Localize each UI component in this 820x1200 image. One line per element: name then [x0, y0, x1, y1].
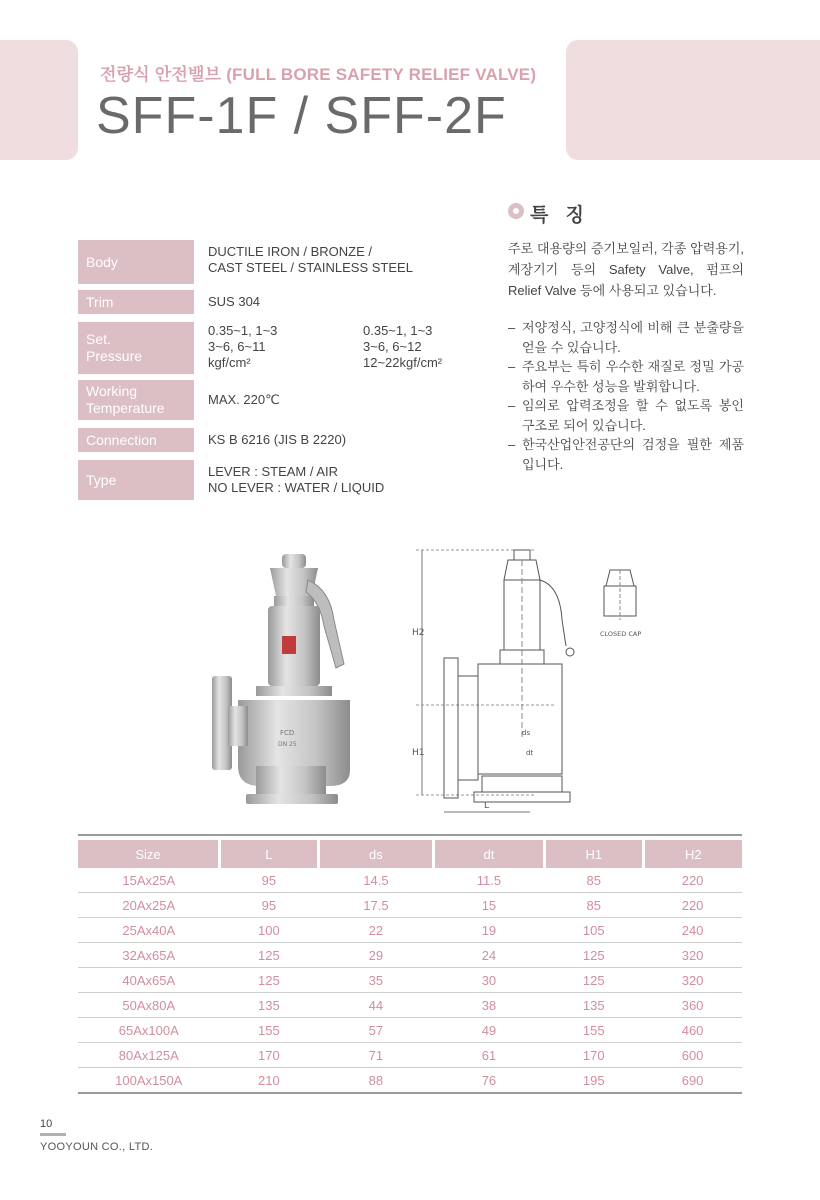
cell: 30 [434, 968, 545, 993]
table-row [78, 1018, 742, 1043]
company-name: YOOYOUN CO., LTD. [40, 1141, 154, 1153]
table-row [78, 1068, 742, 1094]
table-row [78, 893, 742, 918]
cell: 17.5 [318, 893, 433, 918]
col-header-l: L [220, 840, 319, 868]
features-intro: 주로 대용량의 증기보일러, 각종 압력용기, 계장기기 등의 Safety Valve, 펌프의 Relief Valve 등에 사용되고 있습니다. [508, 241, 744, 298]
cell: 690 [643, 1068, 742, 1094]
cell: 22 [318, 918, 433, 943]
cell: 360 [643, 993, 742, 1018]
cell: 105 [544, 918, 643, 943]
table-row [78, 918, 742, 943]
feature-item: – 한국산업안전공단의 검정을 필한 제품 입니다. [508, 435, 744, 474]
cell: 125 [220, 943, 319, 968]
cell: 32Ax65A [78, 943, 220, 968]
cell: 125 [544, 968, 643, 993]
table-row [78, 868, 742, 893]
col-header-h2: H2 [643, 840, 742, 868]
table-row [78, 1043, 742, 1068]
spec-row-set-pressure [78, 322, 478, 374]
features-title: 특 징 [530, 205, 590, 226]
spec-label-body: Body [78, 240, 194, 284]
cell: 135 [544, 993, 643, 1018]
spec-value-type: LEVER : STEAM / AIR NO LEVER : WATER / LIQUID [208, 464, 385, 495]
spec-label-set-pressure: Set. Pressure [78, 322, 194, 374]
cell: 125 [220, 968, 319, 993]
dimension-table [78, 840, 742, 1094]
spec-label-working-temp: Working Temperature [78, 380, 194, 420]
photo-mark-1: FCD [280, 729, 295, 737]
features-bullet-icon [508, 203, 524, 219]
cell: 155 [544, 1018, 643, 1043]
cell: 57 [318, 1018, 433, 1043]
spec-label-trim: Trim [78, 290, 194, 314]
cell: 20Ax25A [78, 893, 220, 918]
drawing-label-ds: ds [522, 729, 531, 737]
table-row [78, 943, 742, 968]
cell: 170 [544, 1043, 643, 1068]
spec-value-body: DUCTILE IRON / BRONZE / CAST STEEL / STAINLESS STEEL [208, 244, 413, 275]
cell: 195 [544, 1068, 643, 1094]
page-number: 10 [40, 1118, 53, 1130]
cell: 80Ax125A [78, 1043, 220, 1068]
cell: 19 [434, 918, 545, 943]
spec-label-connection: Connection [78, 428, 194, 452]
cell: 65Ax100A [78, 1018, 220, 1043]
feature-item: – 주요부는 특히 우수한 재질로 정밀 가공하여 우수한 성능을 발휘합니다. [508, 357, 744, 396]
feature-item: – 임의로 압력조정을 할 수 없도록 봉인 구조로 되어 있습니다. [508, 396, 744, 435]
product-subtitle: 전량식 안전밸브 (FULL BORE SAFETY RELIEF VALVE) [100, 65, 537, 84]
col-header-dt: dt [434, 840, 545, 868]
cell: 170 [220, 1043, 319, 1068]
table-row [78, 968, 742, 993]
cell: 240 [643, 918, 742, 943]
spec-value-trim: SUS 304 [208, 294, 261, 309]
col-header-ds: ds [318, 840, 433, 868]
cell: 24 [434, 943, 545, 968]
spec-value-set-pressure-1: 0.35~1, 1~3 3~6, 6~11 kgf/cm² [208, 323, 278, 370]
technical-drawing [404, 540, 664, 820]
cell: 100Ax150A [78, 1068, 220, 1094]
cell: 35 [318, 968, 433, 993]
valve-photo [200, 540, 360, 810]
drawing-label-h2: H2 [412, 628, 425, 638]
cell: 100 [220, 918, 319, 943]
cell: 600 [643, 1043, 742, 1068]
spec-row-working-temp [78, 380, 478, 420]
spec-label-type: Type [78, 460, 194, 500]
cell: 210 [220, 1068, 319, 1094]
spec-value-working-temp: MAX. 220℃ [208, 392, 280, 407]
cell: 44 [318, 993, 433, 1018]
cell: 40Ax65A [78, 968, 220, 993]
spec-row-connection [78, 428, 478, 452]
cell: 14.5 [318, 868, 433, 893]
cell: 125 [544, 943, 643, 968]
cell: 71 [318, 1043, 433, 1068]
cell: 11.5 [434, 868, 545, 893]
cell: 85 [544, 868, 643, 893]
cell: 220 [643, 868, 742, 893]
header-band-left [0, 40, 78, 160]
table-header-row [78, 840, 742, 868]
spec-value-set-pressure-2: 0.35~1, 1~3 3~6, 6~12 12~22kgf/cm² [363, 323, 443, 370]
photo-mark-2: DN 25 [278, 741, 297, 748]
cell: 61 [434, 1043, 545, 1068]
cell: 25Ax40A [78, 918, 220, 943]
col-header-h1: H1 [544, 840, 643, 868]
cell: 76 [434, 1068, 545, 1094]
drawing-label-h1: H1 [412, 748, 425, 758]
cell: 38 [434, 993, 545, 1018]
cell: 15Ax25A [78, 868, 220, 893]
drawing-label-dt: dt [526, 749, 534, 757]
cell: 88 [318, 1068, 433, 1094]
cell: 29 [318, 943, 433, 968]
cell: 50Ax80A [78, 993, 220, 1018]
spec-row-trim [78, 290, 478, 314]
cell: 15 [434, 893, 545, 918]
table-top-rule [78, 834, 742, 836]
cell: 220 [643, 893, 742, 918]
model-title: SFF-1F / SFF-2F [96, 87, 507, 145]
drawing-label-l: L [484, 801, 490, 811]
cell: 135 [220, 993, 319, 1018]
features-list [508, 318, 744, 474]
page-number-bar [40, 1133, 66, 1136]
cell: 95 [220, 868, 319, 893]
closed-cap-label: CLOSED CAP [600, 630, 642, 638]
col-header-size: Size [78, 840, 220, 868]
table-row [78, 993, 742, 1018]
spec-row-body [78, 240, 478, 284]
cell: 320 [643, 943, 742, 968]
cell: 95 [220, 893, 319, 918]
feature-item: – 저양정식, 고양정식에 비해 큰 분출량을 얻을 수 있습니다. [508, 318, 744, 357]
cell: 320 [643, 968, 742, 993]
header-band-right [566, 40, 820, 160]
cell: 85 [544, 893, 643, 918]
cell: 155 [220, 1018, 319, 1043]
spec-row-type [78, 460, 478, 500]
spec-value-connection: KS B 6216 (JIS B 2220) [208, 432, 347, 447]
cell: 49 [434, 1018, 545, 1043]
cell: 460 [643, 1018, 742, 1043]
